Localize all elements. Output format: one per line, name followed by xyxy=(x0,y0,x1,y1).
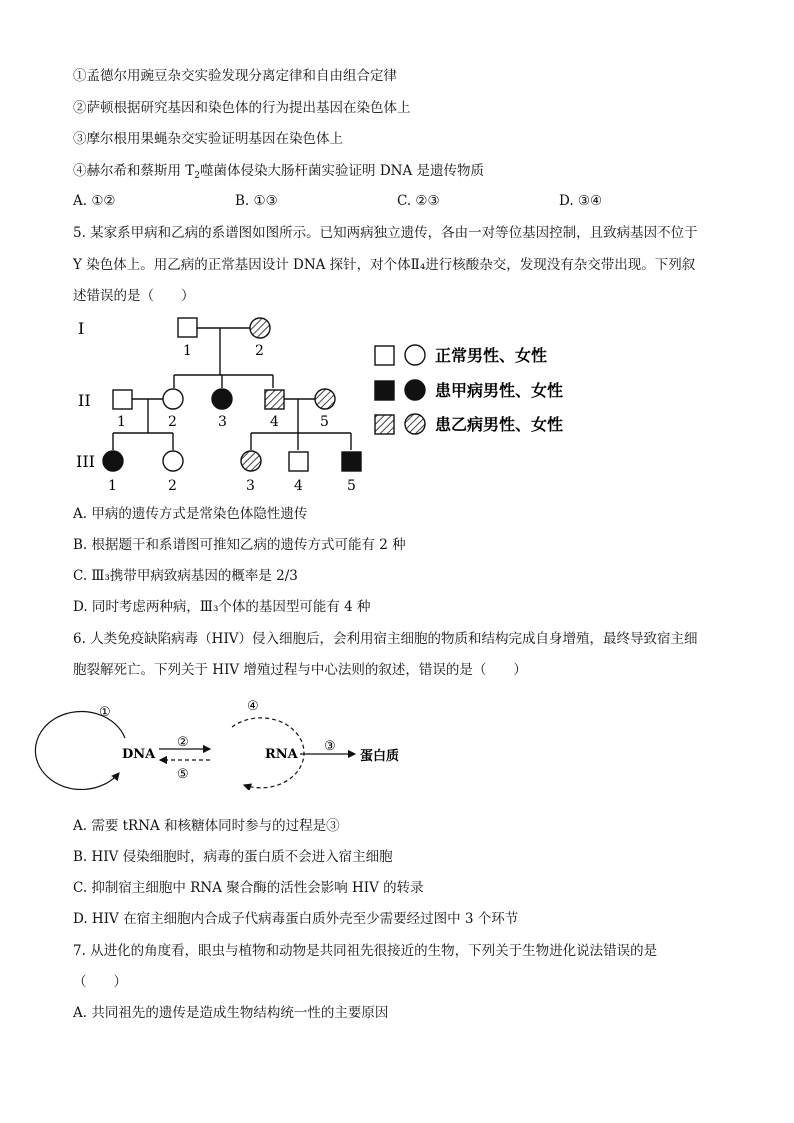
q6-option-c[interactable]: C. 抑制宿主细胞中 RNA 聚合酶的活性会影响 HIV 的转录 xyxy=(73,880,424,896)
q5-option-c[interactable]: C. Ⅲ₃携带甲病致病基因的概率是 2/3 xyxy=(73,568,298,584)
step-1-label: ① xyxy=(99,705,111,720)
ii-3-disease-a-female xyxy=(212,389,232,409)
q6-option-a[interactable]: A. 需要 tRNA 和核糖体同时参与的过程是③ xyxy=(73,818,340,834)
q7-stem-line-2: （ ） xyxy=(73,974,127,990)
statement-4-post: 噬菌体侵染大肠杆菌实验证明 DNA 是遗传物质 xyxy=(200,163,484,179)
q5-stem-line-2: Y 染色体上。用乙病的正常基因设计 DNA 探针，对个体Ⅱ₄进行核酸杂交，发现没有杂交带出现。下列叙 xyxy=(73,257,696,273)
iii-2-normal-female xyxy=(163,451,183,471)
ii-1-number: 1 xyxy=(117,414,126,430)
legend-normal-male-icon xyxy=(375,346,394,365)
statement-4-subscript: 2 xyxy=(194,171,201,181)
legend-disease-b-male-icon xyxy=(375,415,394,434)
central-dogma-diagram xyxy=(0,690,794,790)
q7-stem-line-1: 7. 从进化的角度看，眼虫与植物和动物是共同祖先很接近的生物，下列关于生物进化说法错误的是 xyxy=(73,943,658,959)
iii-5-number: 5 xyxy=(347,478,356,494)
gen-label-i: I xyxy=(78,319,85,338)
i-2-number: 2 xyxy=(255,343,264,359)
statement-4-pre: ④赫尔希和蔡斯用 T xyxy=(73,163,195,179)
q5-stem-line-1: 5. 某家系甲病和乙病的系谱图如图所示。已知两病独立遗传，各由一对等位基因控制，且致病基因不位于 xyxy=(73,225,698,241)
step-4-label: ④ xyxy=(247,699,259,714)
q6-stem-line-1: 6. 人类免疫缺陷病毒（HIV）侵入细胞后，会利用宿主细胞的物质和结构完成自身增殖，最终导致宿主细 xyxy=(73,631,698,647)
q4-option-a[interactable]: A. ①② xyxy=(73,193,116,209)
gen-label-iii: III xyxy=(76,452,95,471)
iii-1-disease-a-female xyxy=(103,451,123,471)
i-1-normal-male xyxy=(178,318,197,337)
ii-3-number: 3 xyxy=(218,414,227,430)
rna-label: RNA xyxy=(265,747,298,762)
step-3-label: ③ xyxy=(324,739,336,754)
ii-4-disease-b-male xyxy=(265,390,284,409)
step-2-label: ② xyxy=(177,735,189,750)
q4-option-b[interactable]: B. ①③ xyxy=(235,193,278,209)
legend-disease-a-male-icon xyxy=(375,381,394,400)
ii-4-number: 4 xyxy=(270,414,279,430)
iii-4-normal-male xyxy=(289,452,308,471)
q6-option-b[interactable]: B. HIV 侵染细胞时，病毒的蛋白质不会进入宿主细胞 xyxy=(73,849,393,865)
q7-option-a[interactable]: A. 共同祖先的遗传是造成生物结构统一性的主要原因 xyxy=(73,1005,389,1021)
dna-replication-arrow xyxy=(35,712,125,790)
gen-label-ii: II xyxy=(78,391,91,410)
iii-3-disease-b-female xyxy=(241,451,261,471)
ii-5-number: 5 xyxy=(320,414,329,430)
ii-1-normal-male xyxy=(113,390,132,409)
ii-2-number: 2 xyxy=(168,414,177,430)
q5-option-a[interactable]: A. 甲病的遗传方式是常染色体隐性遗传 xyxy=(73,506,308,522)
ii-2-normal-female xyxy=(163,389,183,409)
legend-disease-a-female-icon xyxy=(405,380,425,400)
iii-2-number: 2 xyxy=(168,478,177,494)
i-2-disease-b-female xyxy=(250,318,270,338)
q4-option-c[interactable]: C. ②③ xyxy=(397,193,440,209)
legend-disease-a-label: 患甲病男性、女性 xyxy=(435,381,564,400)
iii-1-number: 1 xyxy=(108,478,117,494)
statement-1: ①孟德尔用豌豆杂交实验发现分离定律和自由组合定律 xyxy=(73,68,397,84)
q5-option-d[interactable]: D. 同时考虑两种病，Ⅲ₃个体的基因型可能有 4 种 xyxy=(73,599,371,615)
step-5-label: ⑤ xyxy=(177,767,189,782)
q5-option-b[interactable]: B. 根据题干和系谱图可推知乙病的遗传方式可能有 2 种 xyxy=(73,537,406,553)
legend-disease-b-female-icon xyxy=(405,414,425,434)
statement-3: ③摩尔根用果蝇杂交实验证明基因在染色体上 xyxy=(73,131,343,147)
pedigree-chart xyxy=(0,310,794,500)
q4-option-d[interactable]: D. ③④ xyxy=(559,193,603,209)
protein-label: 蛋白质 xyxy=(360,749,400,764)
iii-3-number: 3 xyxy=(246,478,255,494)
legend-normal-female-icon xyxy=(405,345,425,365)
statement-4 xyxy=(73,162,484,185)
statement-2: ②萨顿根据研究基因和染色体的行为提出基因在染色体上 xyxy=(73,100,411,116)
iii-5-disease-a-male xyxy=(342,452,361,471)
i-1-number: 1 xyxy=(183,343,192,359)
q6-stem-line-2: 胞裂解死亡。下列关于 HIV 增殖过程与中心法则的叙述，错误的是（ ） xyxy=(73,662,527,678)
ii-5-disease-b-female xyxy=(315,389,335,409)
iii-4-number: 4 xyxy=(294,478,303,494)
dna-label: DNA xyxy=(122,747,156,762)
q6-option-d[interactable]: D. HIV 在宿主细胞内合成子代病毒蛋白质外壳至少需要经过图中 3 个环节 xyxy=(73,911,519,927)
q5-stem-line-3: 述错误的是（ ） xyxy=(73,288,195,304)
legend-disease-b-label: 患乙病男性、女性 xyxy=(435,415,564,434)
legend-normal-label: 正常男性、女性 xyxy=(435,346,548,365)
